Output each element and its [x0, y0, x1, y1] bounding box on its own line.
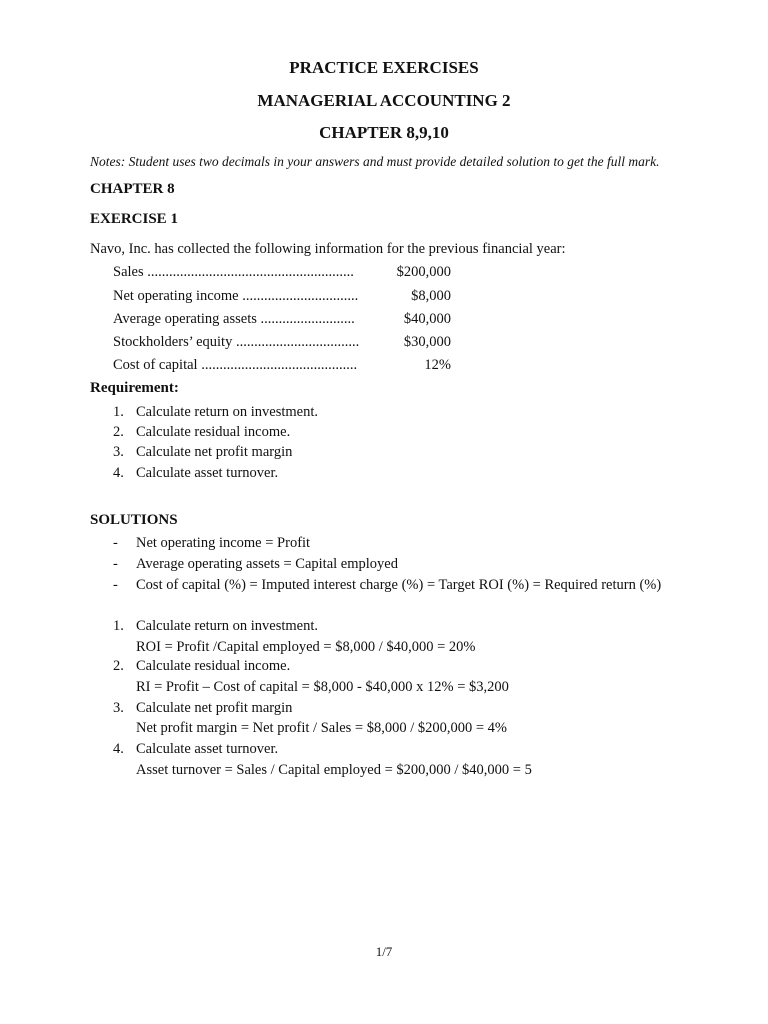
solution-title: Calculate return on investment.	[136, 618, 319, 634]
solution-title: Calculate asset turnover.	[136, 741, 279, 757]
solutions-heading: SOLUTIONS	[90, 512, 178, 528]
list-item: Net operating income = Profit	[136, 535, 311, 551]
list-bullet: -	[113, 556, 118, 572]
list-item: Calculate return on investment.	[136, 404, 319, 420]
list-number: 3.	[113, 700, 124, 716]
page-number: 1/7	[375, 944, 393, 959]
course-title: MANAGERIAL ACCOUNTING 2	[257, 91, 511, 110]
list-number: 1.	[113, 618, 124, 634]
financial-value: $200,000	[396, 264, 451, 280]
list-bullet: -	[113, 577, 118, 593]
financial-label: Stockholders’ equity ..................................	[113, 334, 360, 350]
list-number: 2.	[113, 658, 124, 674]
list-number: 4.	[113, 741, 124, 757]
list-item: Average operating assets = Capital employed	[136, 556, 398, 572]
list-item: Calculate net profit margin	[136, 444, 293, 460]
solution-title: Calculate net profit margin	[136, 700, 293, 716]
solution-formula: RI = Profit – Cost of capital = $8,000 - $40,000 x 12% = $3,200	[136, 679, 509, 695]
financial-label: Sales .........................................................	[113, 264, 354, 280]
solution-formula: Net profit margin = Net profit / Sales = $8,000 / $200,000 = 4%	[136, 720, 508, 736]
list-number: 4.	[113, 465, 124, 481]
notes-text: Notes: Student uses two decimals in your answers and must provide detailed solution to get the full mark.	[90, 154, 660, 169]
solution-title: Calculate residual income.	[136, 658, 291, 674]
financial-value: $40,000	[403, 311, 451, 327]
solution-formula: ROI = Profit /Capital employed = $8,000 / $40,000 = 20%	[136, 639, 476, 655]
intro-text: Navo, Inc. has collected the following information for the previous financial year:	[90, 241, 566, 257]
list-item: Calculate asset turnover.	[136, 465, 279, 481]
financial-label: Net operating income ................................	[113, 288, 359, 304]
requirement-heading: Requirement:	[90, 380, 179, 396]
financial-value: $30,000	[403, 334, 451, 350]
list-number: 3.	[113, 444, 124, 460]
list-number: 2.	[113, 424, 124, 440]
list-item: Cost of capital (%) = Imputed interest charge (%) = Target ROI (%) = Required return (%)	[136, 577, 662, 593]
document-title: PRACTICE EXERCISES	[289, 58, 479, 77]
financial-label: Average operating assets ..........................	[113, 311, 355, 327]
list-number: 1.	[113, 404, 124, 420]
exercise-heading: EXERCISE 1	[90, 211, 178, 227]
chapter-heading: CHAPTER 8	[90, 181, 175, 197]
list-bullet: -	[113, 535, 118, 551]
financial-value: 12%	[424, 357, 451, 373]
list-item: Calculate residual income.	[136, 424, 291, 440]
financial-value: $8,000	[411, 288, 451, 304]
solution-formula: Asset turnover = Sales / Capital employed = $200,000 / $40,000 = 5	[136, 762, 532, 778]
chapters-title: CHAPTER 8,9,10	[319, 123, 449, 142]
financial-label: Cost of capital ...........................................	[113, 357, 358, 373]
